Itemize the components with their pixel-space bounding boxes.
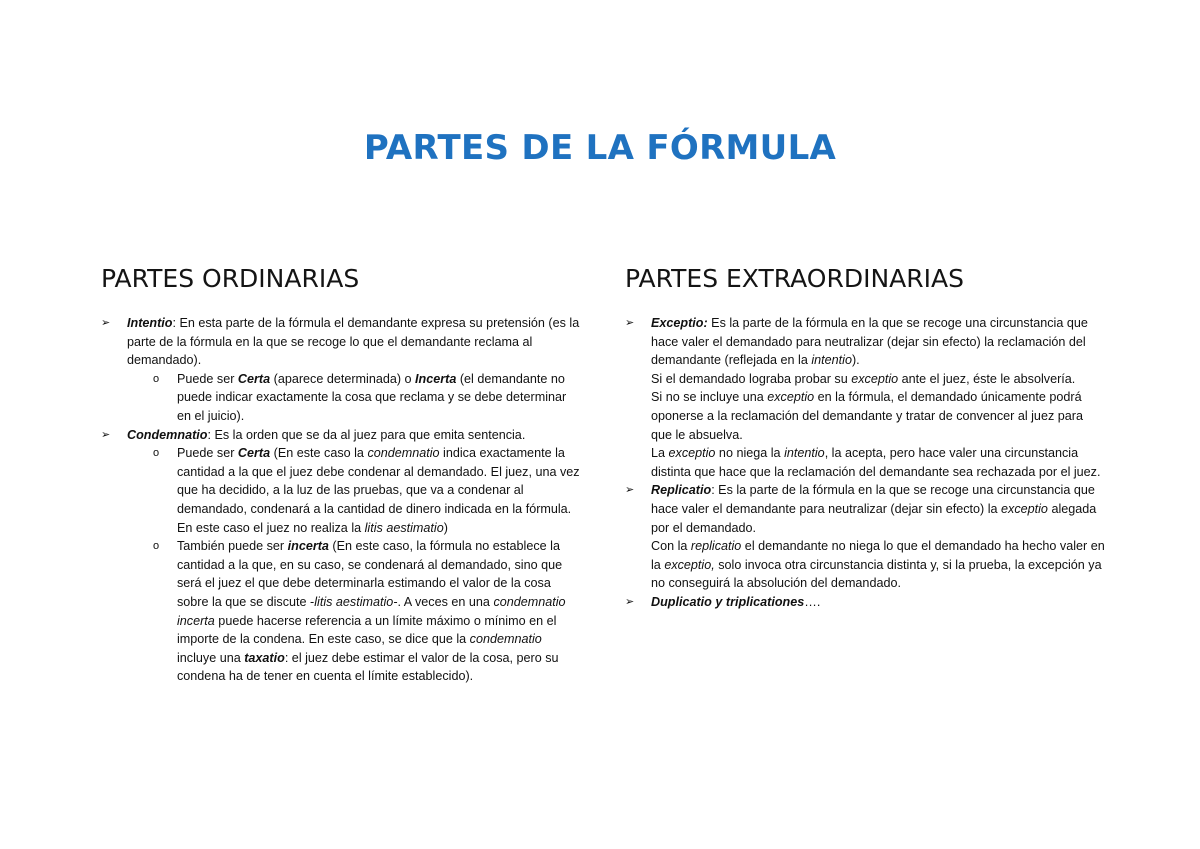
para-text: solo invoca otra circunstancia distinta y, si la prueba, la excepción ya no conseguirá la absolución del demandado.: [651, 557, 1102, 591]
para-text: Si el demandado lograba probar su: [651, 371, 852, 386]
replicatio-text: : Es la parte de la fórmula en la que se recoge una circunstancia que hace valer el demandante para neutralizar (dejar sin efecto) la: [651, 483, 1095, 516]
intentio-label: Intentio: [127, 316, 173, 330]
sub-text: ): [443, 520, 448, 535]
duplicatio-text: ….: [804, 594, 821, 609]
para-text: el demandante no niega lo que el demandado ha hecho valer en la: [651, 539, 1105, 572]
list-item-replicatio: [625, 481, 1105, 537]
para-text: Si no se incluye una: [651, 390, 768, 405]
extraordinary-parts-heading: PARTES EXTRAORDINARIAS: [625, 264, 964, 293]
litis-term: litis aestimatio: [364, 520, 444, 535]
sub-text: . A veces en una: [397, 594, 494, 609]
exceptio-paragraph: [625, 370, 1105, 389]
replicatio-label: Replicatio: [651, 483, 712, 498]
certa-term: Certa: [237, 371, 271, 386]
incerta-term: Incerta: [415, 371, 457, 386]
arrow-bullet-icon: ➢: [625, 484, 635, 497]
sub-text: Puede ser: [177, 446, 238, 461]
circle-bullet-icon: o: [153, 447, 160, 460]
exceptio-term: exceptio: [767, 390, 815, 405]
para-text: en la fórmula, el demandado únicamente podrá oponerse a la reclamación del demandante y tratar de convencer al juez para que le absuelva.: [651, 390, 1083, 442]
incerta-term: incerta: [287, 539, 329, 554]
exceptio-text: ).: [851, 353, 860, 368]
condemnatio-label: Condemnatio: [127, 427, 208, 442]
sub-text: : el juez debe estimar el valor de la cosa, pero su condena ha de tener en cuenta el límite establecido).: [177, 650, 559, 684]
intentio-term: intentio: [811, 353, 852, 368]
extraordinary-parts-column: [625, 264, 1105, 612]
list-item-condemnatio: [101, 426, 581, 445]
circle-bullet-icon: o: [153, 540, 160, 553]
condemnatio-term: condemnatio: [469, 632, 542, 647]
exceptio-term: exceptio: [1001, 501, 1048, 516]
exceptio-term: exceptio: [668, 446, 716, 461]
sublist-item-incerta: [101, 537, 581, 686]
replicatio-text: alegada por el demandado.: [651, 501, 1097, 535]
sub-text: (En este caso la: [270, 446, 368, 461]
sub-text: Puede ser: [177, 371, 238, 386]
replicatio-paragraph: [625, 537, 1105, 593]
list-item-exceptio: [625, 314, 1105, 370]
replicatio-term: replicatio: [690, 539, 742, 554]
taxatio-term: taxatio: [244, 650, 285, 665]
ordinary-parts-column: [101, 264, 581, 686]
para-text: ante el juez, éste le absolvería.: [898, 371, 1076, 386]
sub-text: También puede ser: [177, 539, 288, 554]
arrow-bullet-icon: ➢: [625, 317, 635, 329]
exceptio-label: Exceptio:: [651, 316, 708, 330]
sub-text: indica exactamente la cantidad a la que el juez debe condenar al demandado. El juez, una vez que ha decidido, a la luz de las pruebas, que va a condenar al demandado, condenará a la cantidad de dinero indicada en la fórmula. En este caso el juez no realiza la: [177, 446, 580, 535]
sub-text: (aparece determinada) o: [270, 371, 416, 386]
arrow-bullet-icon: ➢: [625, 595, 635, 608]
para-text: Con la: [651, 539, 691, 554]
duplicatio-label: Duplicatio y triplicationes: [651, 594, 805, 609]
arrow-bullet-icon: ➢: [101, 428, 111, 441]
exceptio-paragraph: [625, 388, 1105, 444]
para-text: no niega la: [715, 446, 785, 461]
page-title: PARTES DE LA FÓRMULA: [363, 128, 837, 168]
exceptio-term: exceptio: [851, 371, 899, 386]
exceptio-term: exceptio,: [664, 557, 715, 572]
sublist-item-certa: [101, 444, 581, 537]
exceptio-text: Es la parte de la fórmula en la que se recoge una circunstancia que hace valer el demandado para neutralizar (dejar sin efecto) la reclamación del demandante (reflejada en la: [651, 316, 1088, 368]
sub-text: puede hacerse referencia a un límite máximo o mínimo en el importe de la condena. En este caso, se dice que la: [177, 613, 557, 647]
list-item-duplicatio: [625, 593, 1105, 612]
sub-text: (el demandante no puede indicar exactamente la cosa que reclama y se debe determinar en el juicio).: [177, 371, 567, 423]
circle-bullet-icon: o: [153, 372, 160, 385]
para-text: La: [651, 446, 669, 461]
certa-term: Certa: [237, 446, 271, 461]
condemnatio-incerta-term: condemnatio incerta: [177, 594, 566, 628]
condemnatio-term: condemnatio: [367, 446, 440, 461]
condemnatio-text: : Es la orden que se da al juez para que emita sentencia.: [207, 427, 526, 442]
sub-text: (En este caso, la fórmula no establece la cantidad a la que, en su caso, se condenará al demandado, sino que será el juez el que debe determinarla estimando el valor de la cosa sobre la que se discute -: [177, 539, 563, 609]
intentio-term: intentio: [784, 446, 825, 461]
para-text: , la acepta, pero hace valer una circunstancia distinta que hace que la reclamación del demandante sea rechazada por el juez.: [651, 446, 1101, 479]
ordinary-parts-heading: PARTES ORDINARIAS: [101, 264, 360, 293]
litis-term: litis aestimatio-: [314, 594, 398, 609]
sub-text: incluye una: [177, 650, 245, 665]
intentio-text: : En esta parte de la fórmula el demandante expresa su pretensión (es la parte de la fórmula en la que se recoge lo que el demandante reclama al demandado).: [127, 316, 580, 368]
list-item-intentio: [101, 314, 581, 370]
exceptio-paragraph: [625, 444, 1105, 481]
sublist-item-certa-incerta: [101, 370, 581, 426]
arrow-bullet-icon: ➢: [101, 317, 111, 329]
